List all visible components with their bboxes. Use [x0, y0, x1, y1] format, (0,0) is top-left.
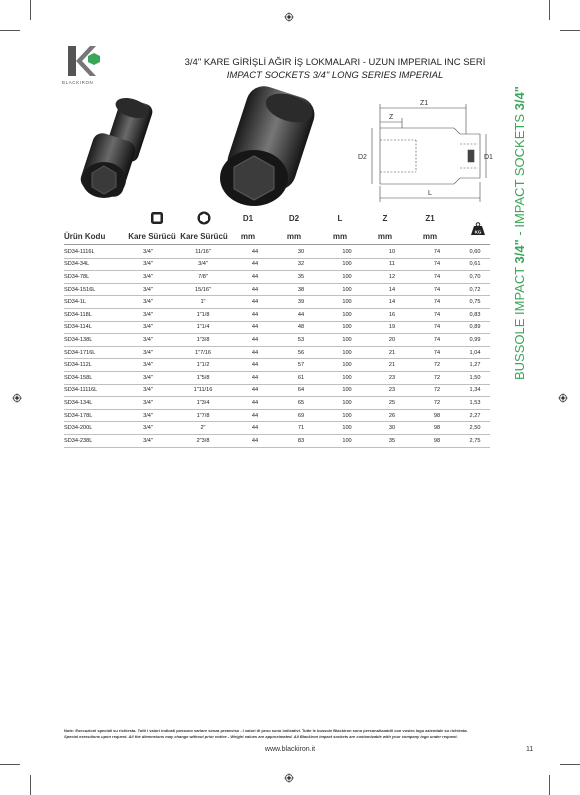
- table-cell: 100: [324, 359, 370, 372]
- table-cell: 100: [324, 271, 370, 284]
- table-cell: 3/4": [122, 308, 174, 321]
- table-cell: 44: [232, 296, 278, 309]
- socket-photo-large: [214, 86, 326, 210]
- crop-mark: [0, 30, 20, 31]
- registration-mark-icon: [284, 773, 294, 783]
- table-row: [64, 371, 490, 384]
- product-code-cell: SD34-34L: [64, 258, 122, 271]
- table-cell: 15/16": [174, 283, 232, 296]
- table-cell: 100: [324, 384, 370, 397]
- product-code-cell: SD34-1716L: [64, 346, 122, 359]
- table-cell: 3/4": [122, 422, 174, 435]
- table-cell: 3/4": [122, 397, 174, 410]
- product-code-cell: SD34-112L: [64, 359, 122, 372]
- table-cell: 23: [370, 371, 414, 384]
- product-code-cell: SD34-1516L: [64, 283, 122, 296]
- table-cell: 0,75: [460, 296, 490, 309]
- table-cell: 71: [278, 422, 324, 435]
- table-cell: 20: [370, 334, 414, 347]
- table-cell: 1,34: [460, 384, 490, 397]
- table-cell: 35: [278, 271, 324, 284]
- table-cell: 39: [278, 296, 324, 309]
- table-cell: 44: [232, 397, 278, 410]
- table-cell: 44: [232, 246, 278, 258]
- table-cell: 2,75: [460, 434, 490, 447]
- header-code: Ürün Kodu: [64, 232, 106, 241]
- table-cell: 30: [370, 422, 414, 435]
- table-cell: 1,50: [460, 371, 490, 384]
- registration-mark-icon: [558, 393, 568, 403]
- table-cell: 100: [324, 409, 370, 422]
- table-cell: 1"7/8: [174, 409, 232, 422]
- table-cell: 72: [414, 384, 460, 397]
- table-cell: 35: [370, 434, 414, 447]
- crop-mark: [560, 30, 580, 31]
- table-cell: 1"3/8: [174, 334, 232, 347]
- table-row: [64, 321, 490, 334]
- dim-label-z1: Z1: [420, 100, 429, 107]
- footer-website: www.blackiron.it: [264, 746, 316, 753]
- table-cell: 100: [324, 346, 370, 359]
- table-cell: 2": [174, 422, 232, 435]
- table-row: [64, 271, 490, 284]
- table-cell: 44: [232, 258, 278, 271]
- table-row: [64, 296, 490, 309]
- table-cell: 1"5/8: [174, 371, 232, 384]
- table-cell: 3/4": [122, 409, 174, 422]
- header-divider: [64, 244, 490, 245]
- table-cell: 83: [278, 434, 324, 447]
- table-cell: 1"3/4: [174, 397, 232, 410]
- table-cell: 100: [324, 258, 370, 271]
- product-code-cell: SD34-1L: [64, 296, 122, 309]
- table-cell: 100: [324, 397, 370, 410]
- table-cell: 30: [278, 246, 324, 258]
- title-turkish: 3/4" KARE GİRİŞLİ AĞIR İŞ LOKMALARI - UZUN IMPERIAL INC SERİ: [184, 57, 486, 68]
- crop-mark: [560, 764, 580, 765]
- table-cell: 21: [370, 346, 414, 359]
- table-cell: 44: [232, 321, 278, 334]
- product-code-cell: SD34-134L: [64, 397, 122, 410]
- table-row: [64, 246, 490, 258]
- header-d1: D1: [242, 214, 254, 223]
- registration-mark-icon: [284, 12, 294, 22]
- header-d1-unit: mm: [240, 232, 256, 241]
- table-row: [64, 434, 490, 447]
- table-cell: 98: [414, 409, 460, 422]
- table-cell: 100: [324, 246, 370, 258]
- table-cell: 65: [278, 397, 324, 410]
- socket-photo-small: [74, 96, 156, 202]
- table-cell: 7/8": [174, 271, 232, 284]
- table-cell: 72: [414, 371, 460, 384]
- table-cell: 72: [414, 359, 460, 372]
- table-cell: 21: [370, 359, 414, 372]
- table-cell: 1,27: [460, 359, 490, 372]
- table-cell: 100: [324, 422, 370, 435]
- table-cell: 3/4": [122, 434, 174, 447]
- header-l-unit: mm: [332, 232, 348, 241]
- product-code-cell: SD34-114L: [64, 321, 122, 334]
- table-cell: 74: [414, 334, 460, 347]
- table-cell: 74: [414, 258, 460, 271]
- product-code-cell: SD34-158L: [64, 371, 122, 384]
- product-code-cell: SD34-138L: [64, 334, 122, 347]
- table-cell: 0,70: [460, 271, 490, 284]
- header-d2-unit: mm: [286, 232, 302, 241]
- table-cell: 3/4": [122, 321, 174, 334]
- table-row: [64, 384, 490, 397]
- table-cell: 32: [278, 258, 324, 271]
- table-row: [64, 283, 490, 296]
- table-row: [64, 258, 490, 271]
- dim-label-l: L: [428, 190, 432, 197]
- registration-mark-icon: [12, 393, 22, 403]
- table-cell: 44: [232, 308, 278, 321]
- side-section-label: BUSSOLE IMPACT 3/4" - IMPACT SOCKETS 3/4": [512, 86, 527, 380]
- table-cell: 25: [370, 397, 414, 410]
- table-cell: 3/4": [122, 371, 174, 384]
- product-code-cell: SD34-78L: [64, 271, 122, 284]
- table-row: [64, 397, 490, 410]
- table-cell: 11/16": [174, 246, 232, 258]
- dim-label-d2: D2: [358, 154, 367, 161]
- table-cell: 61: [278, 371, 324, 384]
- table-cell: 1"7/16: [174, 346, 232, 359]
- header-z-unit: mm: [377, 232, 393, 241]
- svg-text:KG: KG: [474, 229, 482, 235]
- crop-mark: [0, 764, 20, 765]
- square-drive-icon: [150, 211, 164, 225]
- table-cell: 3/4": [122, 359, 174, 372]
- table-cell: 44: [232, 271, 278, 284]
- table-cell: 12: [370, 271, 414, 284]
- table-cell: 14: [370, 283, 414, 296]
- dim-label-z: Z: [389, 114, 394, 121]
- table-row: [64, 334, 490, 347]
- table-cell: 1": [174, 296, 232, 309]
- table-cell: 100: [324, 296, 370, 309]
- table-cell: 0,99: [460, 334, 490, 347]
- table-cell: 100: [324, 308, 370, 321]
- table-cell: 100: [324, 321, 370, 334]
- table-cell: 0,89: [460, 321, 490, 334]
- product-code-cell: SD34-178L: [64, 409, 122, 422]
- table-cell: 44: [232, 334, 278, 347]
- table-cell: 64: [278, 384, 324, 397]
- table-cell: 3/4": [122, 346, 174, 359]
- hex-socket-icon: [197, 211, 211, 225]
- crop-mark: [549, 775, 550, 795]
- table-cell: 74: [414, 283, 460, 296]
- table-cell: 3/4": [122, 384, 174, 397]
- table-cell: 100: [324, 434, 370, 447]
- table-cell: 74: [414, 296, 460, 309]
- header-z1-unit: mm: [422, 232, 438, 241]
- table-cell: 3/4": [174, 258, 232, 271]
- table-cell: 0,83: [460, 308, 490, 321]
- socket-dimension-drawing: [356, 96, 496, 206]
- table-cell: 2,27: [460, 409, 490, 422]
- table-cell: 1"11/16: [174, 384, 232, 397]
- table-cell: 23: [370, 384, 414, 397]
- page-number: 11: [526, 746, 534, 753]
- table-cell: 44: [232, 359, 278, 372]
- product-code-cell: SD34-118L: [64, 308, 122, 321]
- table-cell: 2,50: [460, 422, 490, 435]
- product-code-cell: SD34-200L: [64, 422, 122, 435]
- table-cell: 100: [324, 334, 370, 347]
- title-english: IMPACT SOCKETS 3/4" LONG SERIES IMPERIAL: [226, 70, 444, 81]
- table-cell: 44: [232, 283, 278, 296]
- header-l: L: [337, 214, 343, 223]
- table-cell: 3/4": [122, 258, 174, 271]
- table-cell: 98: [414, 422, 460, 435]
- table-cell: 44: [232, 384, 278, 397]
- table-cell: 1,04: [460, 346, 490, 359]
- table-cell: 1"1/4: [174, 321, 232, 334]
- table-cell: 57: [278, 359, 324, 372]
- table-cell: 100: [324, 371, 370, 384]
- header-z: Z: [382, 214, 388, 223]
- product-code-cell: SD34-1116L: [64, 246, 122, 258]
- table-cell: 1,53: [460, 397, 490, 410]
- crop-mark: [30, 0, 31, 20]
- table-cell: 3/4": [122, 296, 174, 309]
- header-drive: Kare Sürücü: [128, 232, 176, 241]
- table-cell: 44: [232, 409, 278, 422]
- table-cell: 74: [414, 246, 460, 258]
- blackiron-logo-icon: [66, 44, 100, 80]
- table-cell: 48: [278, 321, 324, 334]
- header-z1: Z1: [425, 214, 435, 223]
- table-cell: 0,60: [460, 246, 490, 258]
- table-row: [64, 409, 490, 422]
- crop-mark: [549, 0, 550, 20]
- table-cell: 98: [414, 434, 460, 447]
- table-cell: 44: [278, 308, 324, 321]
- table-cell: 11: [370, 258, 414, 271]
- table-cell: 10: [370, 246, 414, 258]
- table-cell: 72: [414, 397, 460, 410]
- table-cell: 3/4": [122, 271, 174, 284]
- crop-mark: [30, 775, 31, 795]
- table-cell: 1"1/2: [174, 359, 232, 372]
- table-cell: 0,72: [460, 283, 490, 296]
- table-cell: 74: [414, 308, 460, 321]
- table-cell: 74: [414, 346, 460, 359]
- header-drive-hex: Kare Sürücü: [180, 232, 228, 241]
- table-row: [64, 422, 490, 435]
- product-code-cell: SD34-11116L: [64, 384, 122, 397]
- table-row: [64, 346, 490, 359]
- table-cell: 44: [232, 371, 278, 384]
- table-cell: 19: [370, 321, 414, 334]
- footer-note: Note: Esecuzioni speciali su richiesta. Tutti i valori indicati possono variare senza preavviso - I valori di peso sono indicativi. Tutte le bussole Blackiron sono personalizzabili con vostro logo aziendale su richiesta. Special executions upon request. All the dimensions may change without prior notice - Weight values are approximated. All Blackiron impact sockets are customizable with your company logo under request.: [64, 728, 468, 739]
- table-cell: 2"3/8: [174, 434, 232, 447]
- table-row: [64, 359, 490, 372]
- table-row: [64, 308, 490, 321]
- table-cell: 44: [232, 422, 278, 435]
- dim-label-d1: D1: [484, 154, 493, 161]
- weight-icon: [470, 222, 486, 236]
- header-d2: D2: [288, 214, 300, 223]
- table-cell: 44: [232, 434, 278, 447]
- brand-name: BLACKIRON: [62, 80, 94, 85]
- table-cell: 3/4": [122, 283, 174, 296]
- table-cell: 69: [278, 409, 324, 422]
- table-cell: 74: [414, 271, 460, 284]
- table-cell: 16: [370, 308, 414, 321]
- product-table: [64, 246, 490, 448]
- table-cell: 1"1/8: [174, 308, 232, 321]
- product-code-cell: SD34-238L: [64, 434, 122, 447]
- table-cell: 100: [324, 283, 370, 296]
- table-cell: 38: [278, 283, 324, 296]
- table-cell: 44: [232, 346, 278, 359]
- table-cell: 3/4": [122, 246, 174, 258]
- table-cell: 74: [414, 321, 460, 334]
- table-cell: 0,61: [460, 258, 490, 271]
- table-cell: 26: [370, 409, 414, 422]
- table-cell: 53: [278, 334, 324, 347]
- table-cell: 56: [278, 346, 324, 359]
- table-cell: 14: [370, 296, 414, 309]
- table-cell: 3/4": [122, 334, 174, 347]
